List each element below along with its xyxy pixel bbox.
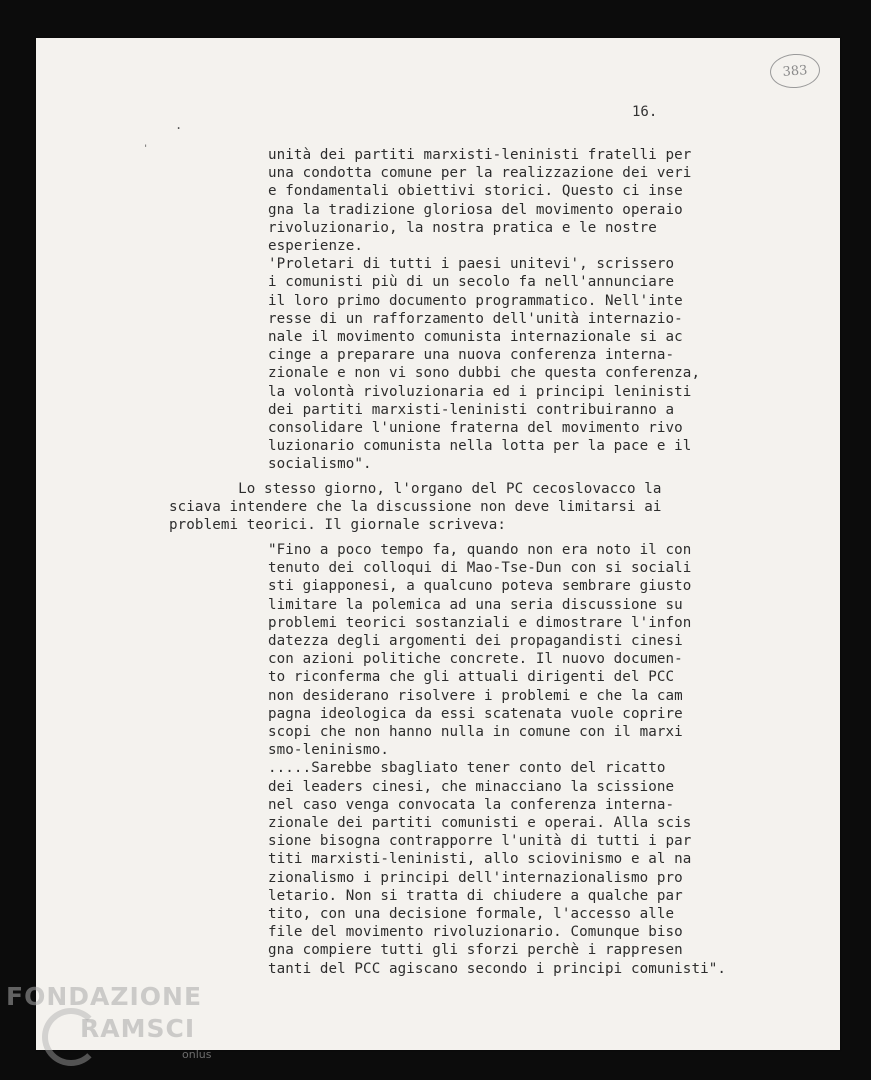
margin-mark: . (175, 118, 183, 132)
quote-paragraph-2: "Fino a poco tempo fa, quando non era noto il con tenuto dei colloqui di Mao-Tse-Dun con si sociali sti giapponesi, a qualcuno poteva sembrare giusto limitare la polemica ad una seria discussione su problemi teorici sostanziali e dimostrare l'infon datezza degli argomenti dei propagandisti cinesi con azioni politiche concrete. Il nuovo documen- to riconferma che gli attuali dirigenti del PCC non desiderano risolvere i problemi e che la cam pagna ideologica da essi scatenata vuole coprire scopi che non hanno nulla in comune con il marxi smo-leninismo. .....Sarebbe sbagliato tener conto del ricatto dei leaders cinesi, che minacciano la scissione nel caso venga convocata la conferenza interna- zionale dei partiti comunisti e operai. Alla scis sione bisogna contrapporre l'unità di tutti i par titi marxisti-leninisti, allo sciovinismo e al na zionalismo i principi dell'internazionalismo pro letario. Non si tratta di chiudere a qualche par tito, con una decisione formale, l'accesso alle file del movimento rivoluzionario. Comunque biso gna compiere tutti gli sforzi perchè i rappresen tanti del PCC agiscano secondo i principi comunisti". (268, 542, 727, 977)
body-paragraph: Lo stesso giorno, l'organo del PC cecoslovacco la sciava intendere che la discussione non deve limitarsi ai problemi teorici. Il giornale scriveva: (169, 481, 662, 534)
quote-paragraph-1: unità dei partiti marxisti-leninisti fratelli per una condotta comune per la realizzazione dei veri e fondamentali obiettivi storici. Questo ci inse gna la tradizione gloriosa del movimento operaio rivoluzionario, la nostra pratica e le nostre esperienze. 'Proletari di tutti i paesi unitevi', scrissero i comunisti più di un secolo fa nell'annunciare il loro primo documento programmatico. Nell'inte resse di un rafforzamento dell'unità internazio- nale il movimento comunista internazionale si ac cinge a preparare una nuova conferenza interna- zionale e non vi sono dubbi che questa conferenza, la volontà rivoluzionaria ed i principi leninisti dei partiti marxisti-leninisti contribuiranno a consolidare l'unione fraterna del movimento rivo luzionario comunista nella lotta per la pace e il socialismo". (268, 147, 701, 473)
watermark-line-1: FONDAZIONE (6, 982, 203, 1011)
page-number: 16. (632, 104, 658, 120)
archive-number-stamp: 383 (769, 52, 821, 89)
watermark-subtitle: onlus (182, 1048, 212, 1061)
document-page (36, 38, 840, 1050)
watermark-line-2: RAMSCI (80, 1014, 196, 1043)
margin-mark: ' (143, 144, 149, 154)
